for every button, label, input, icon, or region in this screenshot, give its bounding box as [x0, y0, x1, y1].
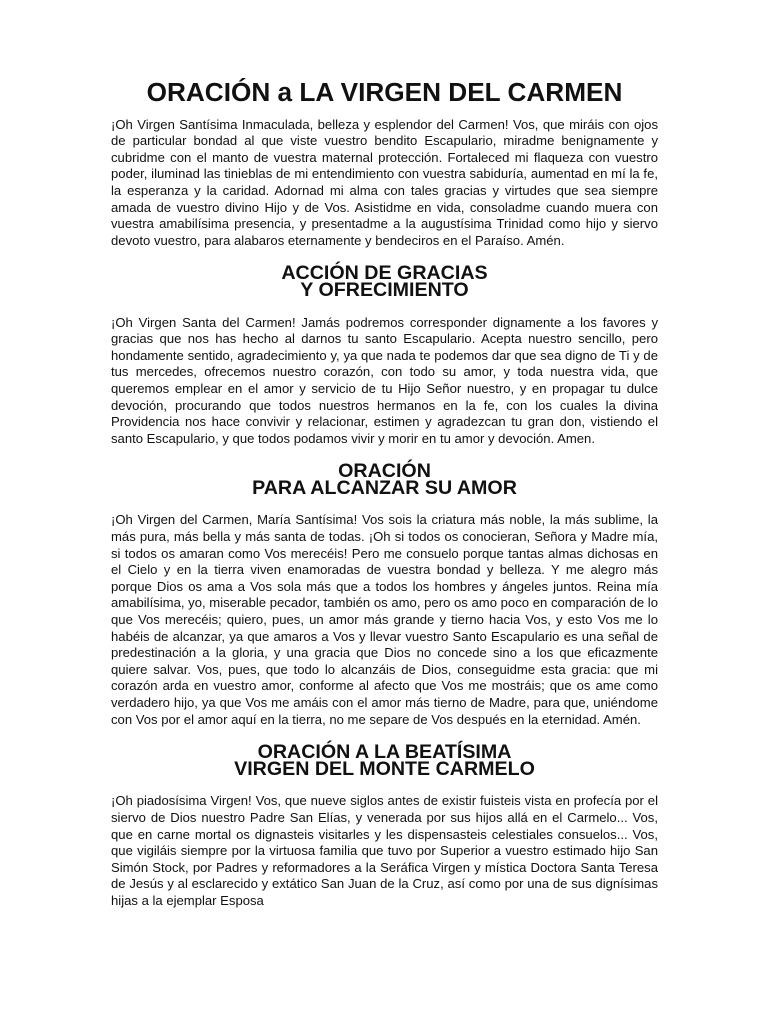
section-2-title	[111, 262, 658, 301]
section-3-title-line-1: ORACIÓN	[338, 460, 431, 483]
section-2-body: ¡Oh Virgen Santa del Carmen! Jamás podremos corresponder dignamente a los favores y gracias que nos has hecho al darnos tu santo Escapulario. Acepta nuestro sencillo, pero hondamente sentido, agradecimiento y, ya que nada te podemos dar que sea digno de Ti y de tus mercedes, ofrecemos nuestro corazón, con todo su amor, y toda nuestra vida, que queremos emplear en el amor y servicio de tu Hijo Señor nuestro, y en propagar tu dulce devoción, procurando que todos nuestros hermanos en la fe, con los cuales la divina Providencia nos hace convivir y relacionar, estimen y agradezcan tu gran don, vistiendo el santo Escapulario, y que todos podamos vivir y morir en tu amor y devoción. Amen.	[111, 314, 658, 446]
section-4-title	[111, 741, 658, 780]
section-3-body: ¡Oh Virgen del Carmen, María Santísima! Vos sois la criatura más noble, la más sublime, la más pura, más bella y más santa de todas. ¡Oh si todos os conocieran, Señora y Madre mía, si todos os amaran como Vos merecéis! Pero me consuelo porque tantas almas dichosas en el Cielo y en la tierra viven enamoradas de vuestra bondad y belleza. Y me alegro más porque Dios os ama a Vos sola más que a todos los hombres y ángeles juntos. Reina mía amabilísima, yo, miserable pecador, también os amo, pero os amo poco en comparación de lo que Vos merecéis; quiero, pues, un amor más grande y tierno hacia Vos, y esto Vos me lo habéis de alcanzar, ya que amaros a Vos y llevar vuestro Santo Escapulario es una señal de predestinación a la gloria, y una gracia que Dios no concede sino a los que eficazmente quiere salvar. Vos, pues, que todo lo alcanzáis de Dios, conseguidme esta gracia: que mi corazón arda en vuestro amor, conforme al afecto que Vos me mostráis; que os ame como verdadero hijo, ya que Vos me amáis con el amor más tierno de Madre, para que, uniéndome con Vos por el amor aquí en la tierra, no me separe de Vos después en la eternidad. Amén.	[111, 512, 658, 727]
section-4-body: ¡Oh piadosísima Virgen! Vos, que nueve siglos antes de existir fuisteis vista en profecía por el siervo de Dios nuestro Padre San Elías, y venerada por sus hijos allá en el Carmelo... Vos, que en carne mortal os dignasteis visitarles y les dispensasteis celestiales consuelos... Vos, que vigiláis siempre por la virtuosa familia que tuvo por Superior a vuestro estimado hijo San Simón Stock, por Padres y reformadores a la Seráfica Virgen y mística Doctora Santa Teresa de Jesús y al esclarecido y extático San Juan de la Cruz, así como por una de sus dignísimas hijas a la ejemplar Esposa	[111, 793, 658, 908]
section-2-title-line-2: Y OFRECIMIENTO	[300, 278, 469, 301]
section-1-body: ¡Oh Virgen Santísima Inmaculada, belleza y esplendor del Carmen! Vos, que miráis con ojos de particular bondad al que viste vuestro bendito Escapulario, miradme benignamente y cubridme con el manto de vuestra maternal protección. Fortaleced mi flaqueza con vuestro poder, iluminad las tinieblas de mi entendimiento con vuestra sabiduría, aumentad en mí la fe, la esperanza y la caridad. Adornad mi alma con tales gracias y virtudes que sea siempre amada de vuestro divino Hijo y de Vos. Asistidme en vida, consoladme cuando muera con vuestra amabilísima presencia, y presentadme a la augustísima Trinidad como hijo y siervo devoto vuestro, para alabaros eternamente y bendeciros en el Paraíso. Amén.	[111, 116, 658, 248]
section-1-title	[111, 77, 658, 107]
document-page	[111, 77, 658, 910]
section-4-title-line-2: VIRGEN DEL MONTE CARMELO	[234, 757, 535, 780]
section-3-title-line-2: PARA ALCANZAR SU AMOR	[252, 476, 517, 499]
section-3-title	[111, 460, 658, 499]
section-4-title-line-1: ORACIÓN A LA BEATÍSIMA	[257, 741, 512, 764]
section-1-title-line-1: ORACIÓN a LA VIRGEN DEL CARMEN	[146, 77, 623, 107]
section-2-title-line-1: ACCIÓN DE GRACIAS	[281, 262, 488, 285]
